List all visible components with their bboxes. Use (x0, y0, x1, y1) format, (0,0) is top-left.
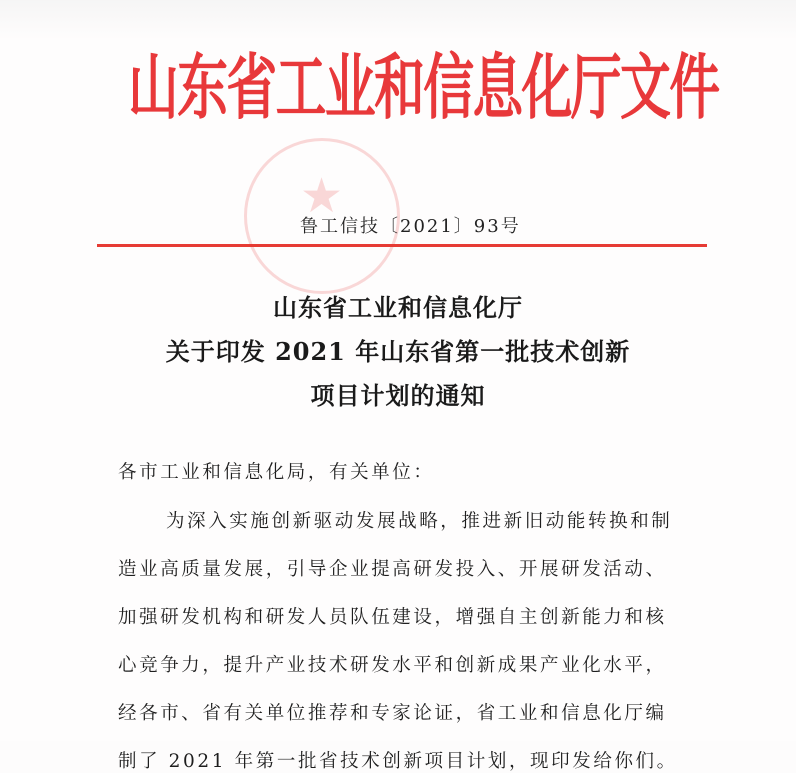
document-masthead: 山东省工业和信息化厅文件 (128, 45, 719, 130)
body-line-6: 制了 2021 年第一批省技术创新项目计划，现印发给你们。 (118, 751, 678, 772)
seal-star-icon: ★ (300, 168, 344, 224)
red-divider-line (97, 244, 707, 247)
body-line-1: 为深入实施创新驱动发展战略，推进新旧动能转换和制 (166, 511, 673, 532)
body-line-2: 造业高质量发展，引导企业提高研发投入、开展研发活动、 (118, 559, 667, 580)
document-number: 鲁工信技〔2021〕93号 (300, 216, 521, 237)
title-line-1: 山东省工业和信息化厅 (273, 293, 523, 322)
body-line-4: 心竞争力，提升产业技术研发水平和创新成果产业化水平， (118, 655, 667, 676)
body-line-3: 加强研发机构和研发人员队伍建设，增强自主创新能力和核 (118, 607, 667, 628)
body-line-5: 经各市、省有关单位推荐和专家论证，省工业和信息化厅编 (118, 703, 667, 724)
title-line-3: 项目计划的通知 (310, 381, 486, 410)
title-line-2: 关于印发 2021 年山东省第一批技术创新 (165, 337, 631, 366)
salutation: 各市工业和信息化局，有关单位： (118, 462, 435, 483)
